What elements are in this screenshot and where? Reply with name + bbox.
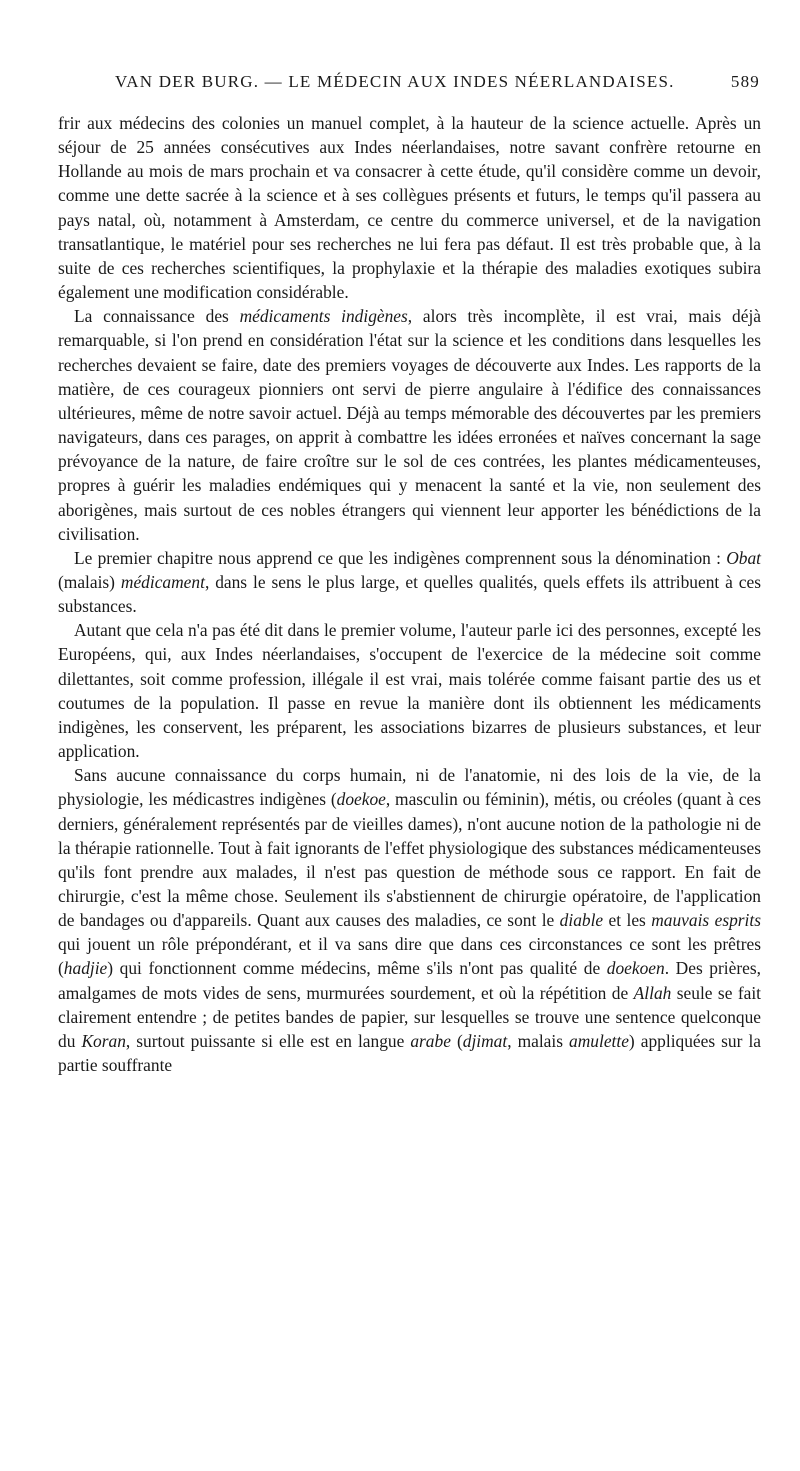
text-run: ) qui fonctionnent comme médecins, même s'ils n'ont pas qualité de [107,958,607,979]
italic-term: mauvais esprits [651,910,761,931]
page-number: 589 [730,72,760,91]
text-run: ( [450,1030,463,1051]
italic-term: doekoe [336,789,386,810]
text-run: ) appliquées sur la partie souffrante [58,1030,761,1076]
text-run: seule se fait clairement entendre ; de petites bandes de papier, sur lesquelles se trouve une sentence quelconque du [58,982,762,1051]
italic-term: doekoen [606,958,665,979]
body-text [58,111,761,1077]
italic-term: Obat [726,547,761,568]
italic-term: arabe [410,1030,451,1051]
text-run: frir aux médecins des colonies un manuel complet, à la hauteur de la science actuelle. Après un séjour de 25 années consécutives aux Indes néerlandaises, notre savant confrère retourne en Hollande au mois de mars prochain et va consacrer à cette étude, qu'il considère comme un devoir, comme une dette sacrée à la science et à ses collègues présents et futurs, le temps qu'il passera au pays natal, où, notamment à Amsterdam, ce centre du commerce universel, et de la navigation transatlantique, le matériel pour ses recherches ne lui fera pas défaut. Il est très probable que, à la suite de ces recherches scientifiques, la prophylaxie et la thérapie des maladies exotiques subira également une modification considérable. [58,113,761,303]
text-run: Sans aucune connaissance du corps humain, ni de l'anatomie, ni des lois de la vie, de la physiologie, les médicastres indigènes ( [58,765,761,810]
paragraph [58,763,761,1077]
running-header [115,72,760,98]
text-run: , alors très incomplète, il est vrai, mais déjà remarquable, si l'on prend en considération l'état sur la science et les conditions dans lesquelles les recherches devaient se faire, date des premiers voyages de découverte aux Indes. Les rapports de la matière, de ces courageux pionniers ont servi de pierre angulaire à l'édifice des connaissances ultérieures, même de notre savoir actuel. Déjà au temps mémorable des découvertes par les premiers navigateurs, dans ces parages, on apprit à combattre les idées erronées et naïves concernant la sage prévoyance de la nature, de faire croître sur le sol de ces contrées, les plantes médicamenteuses, propres à guérir les maladies endémiques qui y menacent la santé et la vie, non seulement des aborigènes, mais surtout de ces nobles étrangers qui viennent leur apporter les bénédictions de la civilisation. [58,306,761,544]
italic-term: amulette [569,1030,629,1051]
text-run: Autant que cela n'a pas été dit dans le premier volume, l'auteur parle ici des personnes, excepté les Européens, qui, aux Indes néerlandaises, s'occupent de l'exercice de la médecine soit comme dilettantes, soit comme profession, illégale il est vrai, mais tolérée comme faisant partie des us et coutumes de la population. Il passe en revue la manière dont ils obtiennent les médicaments indigènes, les conservent, les préparent, les associations bizarres de plusieurs substances, et leur application. [58,620,761,762]
text-run: La connaissance des [74,306,240,327]
paragraph [58,111,761,304]
text-run: , masculin ou féminin), métis, ou créoles (quant à ces derniers, généralement représentés par de vieilles dames), n'ont aucune notion de la pathologie ni de la thérapie rationnelle. Tout à fait ignorants de l'effet physiologique des substances médicamenteuses qu'ils font prendre aux malades, il n'est pas question de méthode sous ce rapport. En fait de chirurgie, c'est la même chose. Seulement ils s'abstiennent de chirurgie opératoire, de l'application de bandages ou d'appareils. Quant aux causes des maladies, ce sont le [58,789,761,931]
italic-term: médicaments indigènes [239,306,408,327]
italic-term: djimat [462,1030,508,1051]
text-run: et les [603,910,652,931]
text-run: Le premier chapitre nous apprend ce que les indigènes comprennent sous la dénomination : [74,547,727,568]
text-run: qui jouent un rôle prépondérant, et il va sans dire que dans ces circonstances ce sont les prêtres ( [58,934,761,979]
paragraph [58,546,761,618]
text-run: . Des prières, amalgames de mots vides de sens, murmurées sourdement, et où la répétition de [58,958,761,1003]
paragraph [58,618,761,763]
text-run: , malais [507,1030,570,1051]
italic-term: hadjie [63,958,108,979]
italic-term: médicament [120,571,205,592]
text-run: , dans le sens le plus large, et quelles qualités, quels effets ils attribuent à ces substances. [58,571,762,617]
italic-term: Koran [81,1030,126,1051]
italic-term: Allah [633,982,672,1003]
text-run: (malais) [58,571,121,592]
text-run: , surtout puissante si elle est en langue [125,1030,411,1051]
running-title: VAN DER BURG. — LE MÉDECIN AUX INDES NÉERLANDAISES. [115,72,675,91]
paragraph [58,304,761,546]
italic-term: diable [559,910,604,931]
